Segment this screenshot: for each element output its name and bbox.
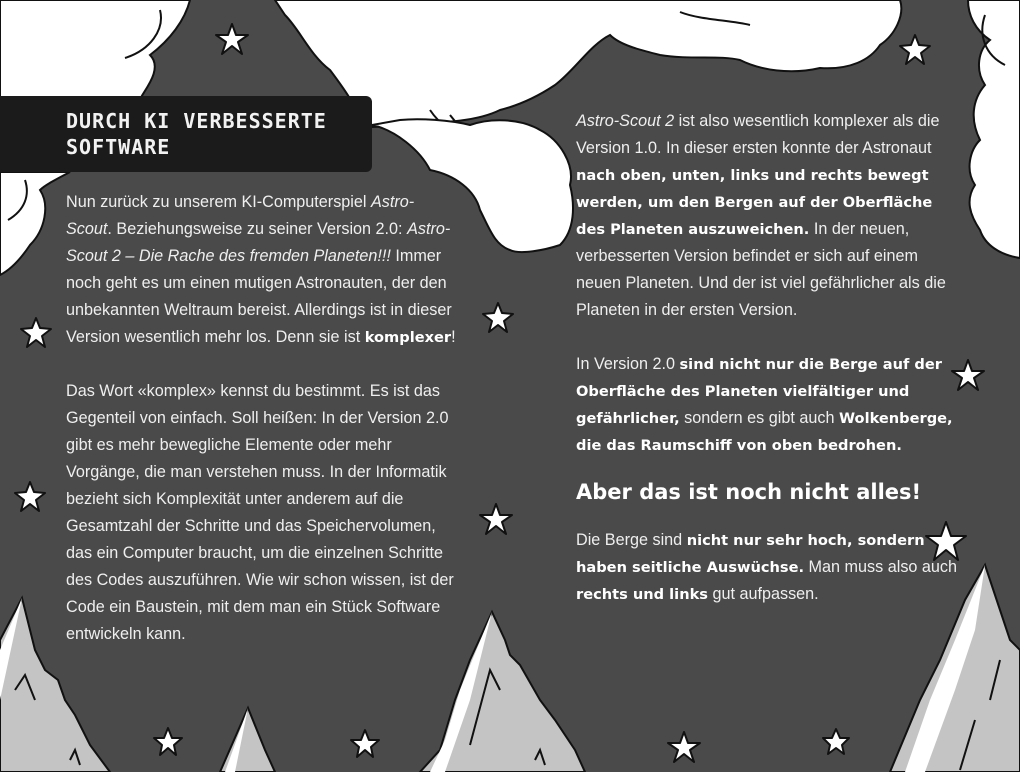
emphasis: rechts und links <box>576 586 708 603</box>
text-span: Die Berge sind <box>576 531 687 549</box>
text-span: In Version 2.0 <box>576 355 680 373</box>
emphasis: nicht nur sehr hoch, sondern haben seitliche Auswüchse. <box>576 532 925 576</box>
text-span: ! <box>451 328 456 346</box>
italic-title: Astro-Scout 2 <box>576 112 675 130</box>
italic-title: Astro-Scout 2 – Die Rache des fremden Planeten!!! <box>66 220 451 265</box>
italic-title: Astro-Scout <box>66 193 415 238</box>
text-span: sondern es gibt auch <box>679 409 839 427</box>
text-span: In der neuen, verbesserten Version befindet er sich auf einem neuen Planeten. Und der ist viel gefährlicher als die Planeten in der ersten Version. <box>576 220 946 319</box>
page-title: DURCH KI VERBESSERTE SOFTWARE <box>66 109 327 159</box>
emphasis: komplexer <box>364 329 452 346</box>
emphasis: sind nicht nur die Berge auf der Oberfläche des Planeten vielfältiger und gefährlicher, <box>576 356 942 427</box>
paragraph <box>576 351 966 459</box>
subheading: Aber das ist noch nicht alles! <box>576 480 922 504</box>
text-span: Nun zurück zu unserem KI-Computerspiel <box>66 193 371 211</box>
text-span: . Beziehungsweise zu seiner Version 2.0: <box>107 220 408 238</box>
paragraph: Das Wort «komplex» kennst du bestimmt. Es ist das Gegenteil von einfach. Soll heißen: In der Version 2.0 gibt es mehr bewegliche Elemente oder mehr Vorgänge, die man verstehen muss. In der Informatik bezieht sich Komplexität unter anderem auf die Gesamtzahl der Schritte und das Speichervolumen, das ein Computer braucht, um die einzelnen Schritte des Codes auszuführen. Wie wir schon wissen, ist der Code ein Baustein, mit dem man ein Stück Software entwickeln kann. <box>66 382 454 643</box>
paragraph <box>576 108 966 324</box>
paragraph <box>576 527 966 608</box>
text-span: gut aufpassen. <box>707 585 819 603</box>
left-column <box>66 189 456 648</box>
emphasis: Wolkenberge, die das Raumschiff von oben bedrohen. <box>576 410 953 454</box>
right-column <box>576 108 966 608</box>
text-span: Immer noch geht es um einen mutigen Astronauten, der den unbekannten Weltraum bereist. Allerdings ist in dieser Version wesentlich mehr los. Denn sie ist <box>66 247 452 346</box>
paragraph <box>66 189 456 351</box>
emphasis: nach oben, unten, links und rechts bewegt werden, um den Bergen auf der Oberfläche des Planeten auszuweichen. <box>576 167 933 238</box>
text-span: Man muss also auch <box>804 558 958 576</box>
text-span: ist also wesentlich komplexer als die Version 1.0. In dieser ersten konnte der Astronaut <box>576 112 940 157</box>
